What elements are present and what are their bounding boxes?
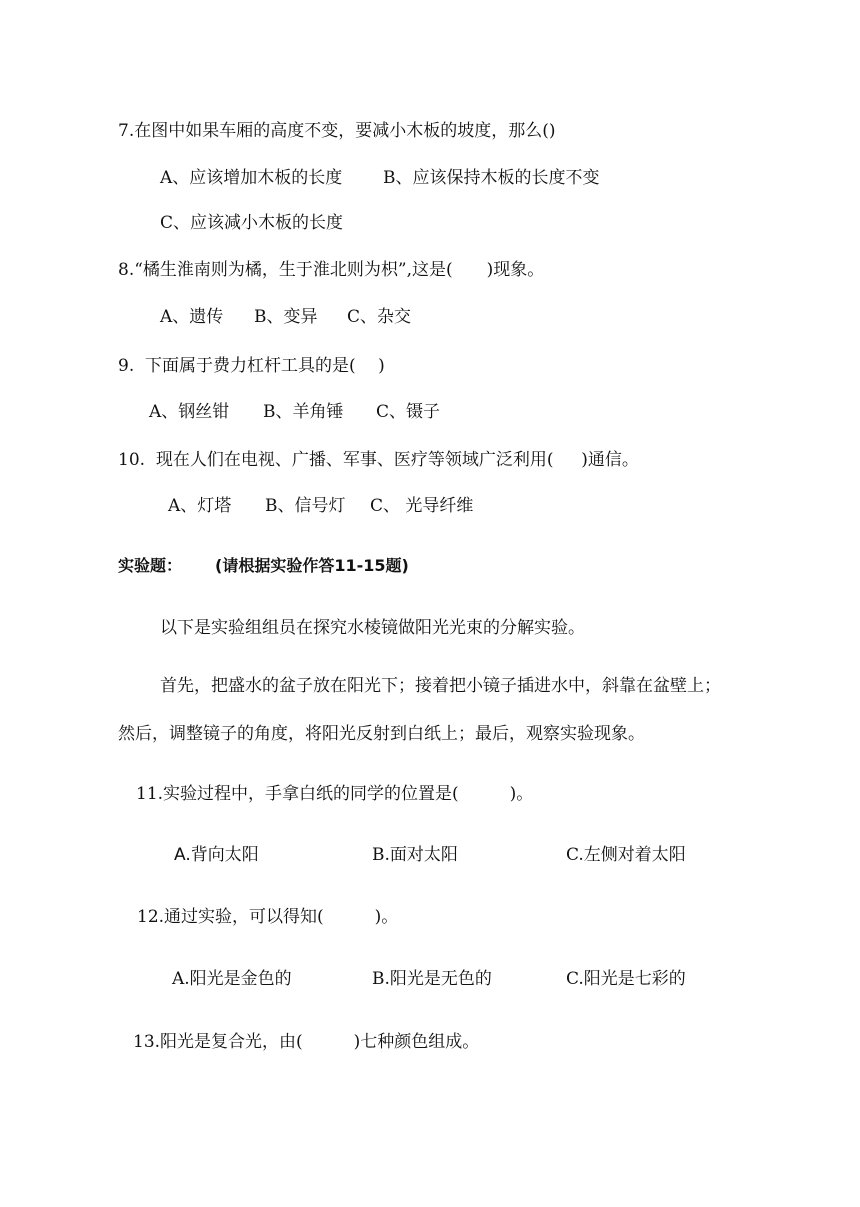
- question-11-option-b: B.面对太阳: [372, 845, 458, 865]
- question-10-option-c: C、 光导纤维: [370, 496, 474, 516]
- question-12-stem: 12.通过实验，可以得知( )。: [137, 907, 399, 927]
- question-12-option-a: A.阳光是金色的: [172, 969, 292, 989]
- question-11-option-a: [174, 843, 259, 867]
- experiment-procedure-line-1: 首先，把盛水的盆子放在阳光下；接着把小镜子插进水中，斜靠在盆壁上；: [160, 676, 721, 696]
- question-8-stem: 8.“橘生淮南则为橘，生于淮北则为枳”,这是( )现象。: [118, 260, 545, 280]
- question-7-option-a: A、应该增加木板的长度: [160, 168, 343, 188]
- question-12-option-c: C.阳光是七彩的: [566, 969, 686, 989]
- question-7-stem: 7.在图中如果车厢的高度不变，要减小木板的坡度，那么(): [118, 121, 556, 141]
- question-9-option-c: C、镊子: [376, 402, 441, 422]
- question-9-option-a: A、钢丝钳: [149, 402, 230, 422]
- experiment-intro: 以下是实验组组员在探究水棱镜做阳光光束的分解实验。: [160, 618, 585, 638]
- question-8-option-c: C、杂交: [347, 307, 412, 327]
- question-12-option-b: B.阳光是无色的: [372, 969, 492, 989]
- experiment-heading: 实验题：: [118, 556, 183, 575]
- experiment-procedure-line-2: 然后，调整镜子的角度，将阳光反射到白纸上；最后，观察实验现象。: [118, 724, 645, 744]
- question-10-option-a: A、灯塔: [168, 496, 232, 516]
- question-9-option-b: B、羊角锤: [263, 402, 344, 422]
- question-7-option-c: C、应该减小木板的长度: [160, 213, 344, 233]
- question-9-stem: 9. 下面属于费力杠杆工具的是( ): [118, 356, 385, 376]
- question-8-option-b: B、变异: [254, 307, 318, 327]
- question-10-option-b: B、信号灯: [265, 496, 346, 516]
- question-11-option-c: C.左侧对着太阳: [566, 845, 686, 865]
- question-10-stem: 10. 现在人们在电视、广播、军事、医疗等领域广泛利用( )通信。: [118, 450, 639, 470]
- question-13-stem: 13.阳光是复合光，由( )七种颜色组成。: [133, 1032, 480, 1052]
- question-7-option-b: B、应该保持木板的长度不变: [383, 168, 600, 188]
- experiment-instruction: (请根据实验作答11-15题): [215, 556, 409, 575]
- question-11-stem: 11.实验过程中，手拿白纸的同学的位置是( )。: [136, 784, 534, 804]
- question-11-option-a-text: A.背向太阳: [174, 845, 259, 865]
- question-8-option-a: A、遗传: [160, 307, 224, 327]
